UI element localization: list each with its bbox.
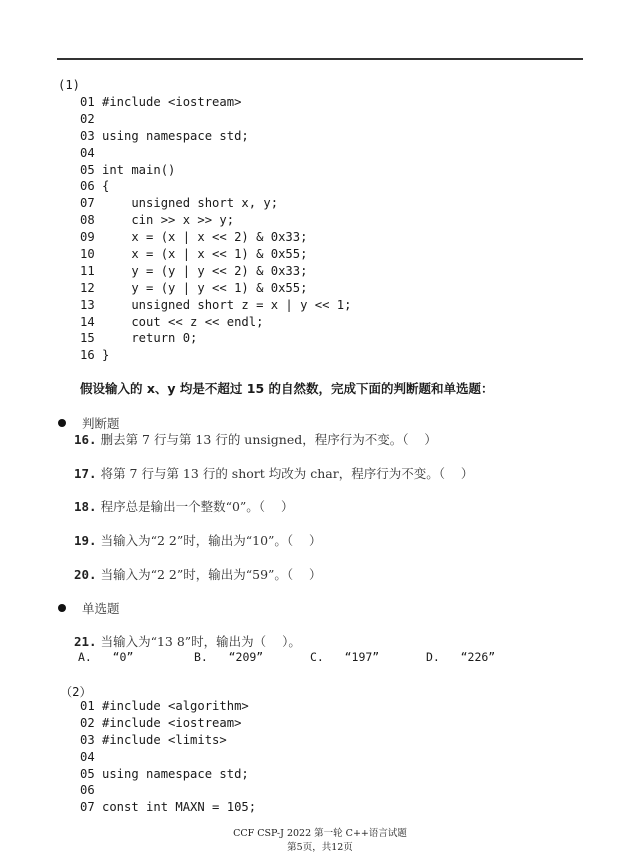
code-block-1 [80, 94, 351, 364]
option-a: A. “0” [78, 650, 134, 664]
option-d: D. “226” [426, 650, 496, 664]
code-line: 07 unsigned short x, y; [80, 196, 279, 211]
judge-question: 19. 当输入为“2 2”时，输出为“10”。（ ） [74, 533, 322, 548]
choice-question: 21. 当输入为“13 8”时，输出为（ ）。 [74, 634, 301, 649]
code-line: 09 x = (x | x << 2) & 0x33; [80, 230, 308, 245]
footer-title: CCF CSP-J 2022 第一轮 C++语言试题 [233, 828, 407, 839]
section-2-label: （2） [60, 685, 92, 699]
code-line: 05 using namespace std; [80, 766, 249, 781]
code-line: 06 { [80, 179, 110, 194]
code-line: 02 [80, 111, 95, 126]
judge-question: 16. 删去第 7 行与第 13 行的 unsigned，程序行为不变。（ ） [74, 432, 437, 447]
code-line: 11 y = (y | y << 2) & 0x33; [80, 263, 308, 278]
section-1-label: (1) [58, 78, 81, 92]
bullet-icon [58, 604, 66, 612]
footer-page-number: 第5页，共12页 [287, 842, 353, 853]
code-line: 04 [80, 749, 95, 764]
code-line: 14 cout << z << endl; [80, 314, 264, 329]
code-line: 04 [80, 145, 95, 160]
code-line: 07 const int MAXN = 105; [80, 800, 257, 815]
question-prompt: 假设输入的 x、y 均是不超过 15 的自然数，完成下面的判断题和单选题： [80, 381, 494, 396]
option-b: B. “209” [194, 650, 264, 664]
code-line: 05 int main() [80, 162, 176, 177]
code-line: 12 y = (y | y << 1) & 0x55; [80, 280, 308, 295]
code-line: 08 cin >> x >> y; [80, 213, 235, 228]
code-line: 15 return 0; [80, 331, 198, 346]
choice-heading [58, 599, 120, 617]
code-line: 01 #include <algorithm> [80, 699, 249, 713]
code-line: 13 unsigned short z = x | y << 1; [80, 297, 352, 312]
judge-question: 17. 将第 7 行与第 13 行的 short 均改为 char，程序行为不变。（ ） [74, 466, 474, 481]
code-line: 16 } [80, 348, 110, 363]
choice-options [78, 650, 542, 664]
judge-question: 20. 当输入为“2 2”时，输出为“59”。（ ） [74, 567, 322, 582]
code-line: 01 #include <iostream> [80, 95, 242, 109]
code-line: 03 using namespace std; [80, 128, 249, 143]
code-line: 03 #include <limits> [80, 732, 227, 747]
bullet-icon [58, 419, 66, 427]
code-line: 06 [80, 783, 95, 798]
option-c: C. “197” [310, 650, 380, 664]
code-line: 10 x = (x | x << 1) & 0x55; [80, 247, 308, 262]
code-line: 02 #include <iostream> [80, 715, 242, 730]
judge-question: 18. 程序总是输出一个整数“0”。（ ） [74, 499, 294, 514]
judge-heading-label: 判断题 [82, 416, 120, 431]
code-block-2 [80, 698, 256, 816]
choice-heading-label: 单选题 [82, 601, 120, 616]
header-rule [57, 58, 583, 60]
